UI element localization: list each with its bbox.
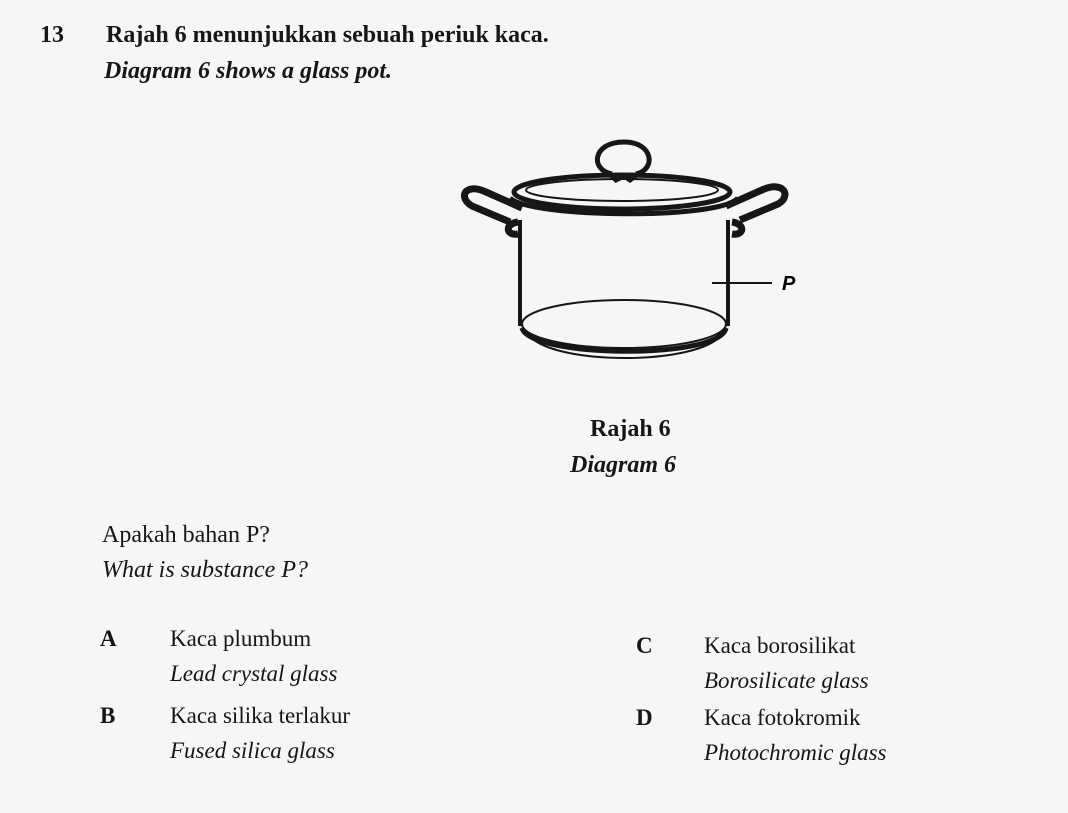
label-p: P (782, 273, 796, 295)
option-a-letter: A (100, 626, 117, 651)
pot-body (520, 220, 728, 326)
prompt-english: What is substance P? (102, 557, 308, 583)
lid-top (514, 175, 730, 209)
option-a-english: Lead crystal glass (170, 661, 338, 686)
lid-knob (597, 142, 649, 174)
right-handle (726, 187, 785, 220)
question-number: 13 (40, 22, 64, 48)
option-d-letter: D (636, 705, 653, 730)
option-b-english: Fused silica glass (170, 738, 335, 763)
option-d-english: Photochromic glass (704, 740, 887, 765)
prompt-malay: Apakah bahan P? (102, 522, 270, 548)
option-a-malay: Kaca plumbum (170, 626, 312, 651)
question-stem-malay: Rajah 6 menunjukkan sebuah periuk kaca. (106, 22, 549, 48)
question-stem-english: Diagram 6 shows a glass pot. (104, 58, 393, 84)
pot-base (522, 300, 726, 348)
figure-caption-english: Diagram 6 (570, 452, 677, 478)
option-c-english: Borosilicate glass (704, 668, 869, 693)
glass-pot-diagram (440, 128, 820, 388)
option-d-malay: Kaca fotokromik (704, 705, 861, 730)
option-b-letter: B (100, 703, 116, 728)
figure-caption-malay: Rajah 6 (590, 416, 671, 442)
option-b-malay: Kaca silika terlakur (170, 703, 351, 728)
option-c-malay: Kaca borosilikat (704, 633, 856, 658)
option-c-letter: C (636, 633, 653, 658)
